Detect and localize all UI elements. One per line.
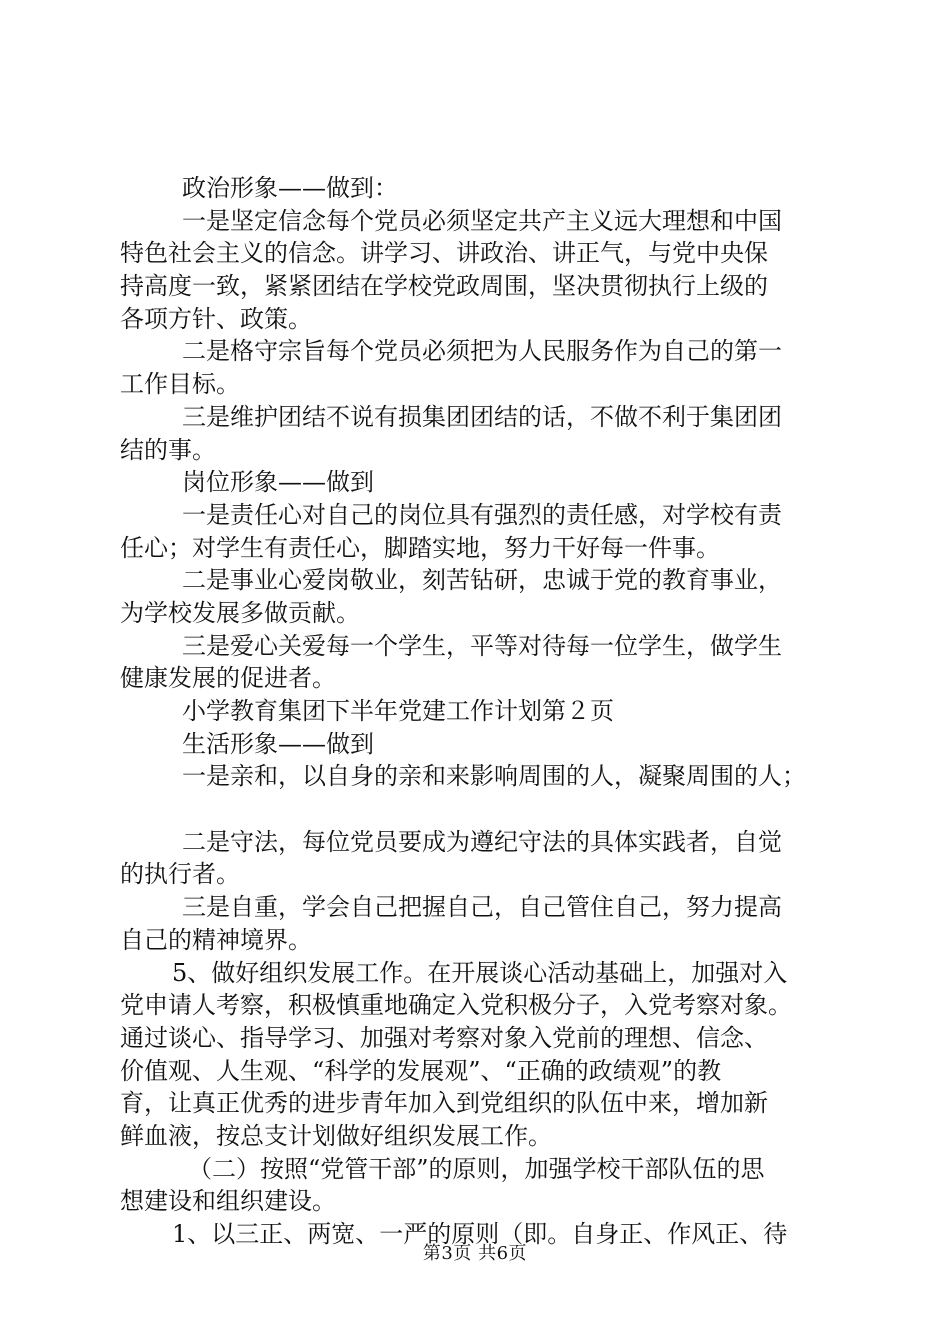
page-footer	[0, 1242, 950, 1266]
paragraph-line: 任心；对学生有责任心，脚踏实地，努力干好每一件事。	[120, 533, 720, 562]
paragraph-line: 自己的精神境界。	[120, 925, 312, 954]
paragraph-line: 二是守法，每位党员要成为遵纪守法的具体实践者，自觉	[182, 827, 782, 856]
paragraph-line: 一是责任心对自己的岗位具有强烈的责任感，对学校有责	[182, 500, 782, 529]
paragraph-line: 小学教育集团下半年党建工作计划第２页	[182, 697, 614, 725]
paragraph-line: 鲜血液，按总支计划做好组织发展工作。	[120, 1121, 552, 1150]
paragraph-line: 二是格守宗旨每个党员必须把为人民服务作为自己的第一	[182, 337, 782, 366]
paragraph-line: 为学校发展多做贡献。	[120, 598, 360, 627]
paragraph-line: 的执行者。	[120, 860, 240, 889]
paragraph-line: 健康发展的促进者。	[120, 664, 336, 693]
paragraph-line: 岗位形象——做到	[182, 468, 374, 497]
paragraph-line: 价值观、人生观、“科学的发展观”、“正确的政绩观”的教	[120, 1056, 722, 1085]
paragraph-line: 特色社会主义的信念。讲学习、讲政治、讲正气，与党中央保	[120, 239, 768, 268]
paragraph-line: 三是自重，学会自己把握自己，自己管住自己，努力提高	[182, 893, 782, 922]
paragraph-line: 生活形象——做到	[182, 729, 374, 758]
paragraph-line: 工作目标。	[120, 370, 240, 399]
paragraph-line: 各项方针、政策。	[120, 304, 312, 333]
paragraph-line: 结的事。	[120, 435, 216, 464]
paragraph-line: 5、做好组织发展工作。在开展谈心活动基础上，加强对入	[172, 958, 788, 987]
blank-line	[120, 793, 840, 826]
paragraph-line: 政治形象——做到：	[182, 174, 398, 202]
paragraph-line: 育，让真正优秀的进步青年加入到党组织的队伍中来，增加新	[120, 1089, 768, 1118]
paragraph-line: 1、以三正、两宽、一严的原则（即。自身正、作风正、待	[172, 1220, 788, 1248]
paragraph-line: 二是事业心爱岗敬业，刻苦钻研，忠诚于党的教育事业，	[182, 566, 782, 595]
paragraph-line: 三是维护团结不说有损集团团结的话，不做不利于集团团	[182, 402, 782, 431]
paragraph-line: 三是爱心关爱每一个学生，平等对待每一位学生，做学生	[182, 631, 782, 660]
paragraph-line: （二）按照“党管干部”的原则，加强学校干部队伍的思	[188, 1154, 765, 1183]
page-number-label: 第3页 共6页	[422, 1243, 528, 1264]
paragraph-line: 党申请人考察，积极慎重地确定入党积极分子，入党考察对象。	[120, 991, 792, 1020]
paragraph-line: 一是亲和，以自身的亲和来影响周围的人，凝聚周围的人；	[182, 762, 806, 791]
paragraph-line: 通过谈心、指导学习、加强对考察对象入党前的理想、信念、	[120, 1023, 768, 1052]
paragraph-line: 想建设和组织建设。	[120, 1187, 336, 1216]
document-body	[120, 172, 840, 1251]
paragraph-line: 持高度一致，紧紧团结在学校党政周围，坚决贯彻执行上级的	[120, 272, 768, 301]
paragraph-line: 一是坚定信念每个党员必须坚定共产主义远大理想和中国	[182, 206, 782, 235]
